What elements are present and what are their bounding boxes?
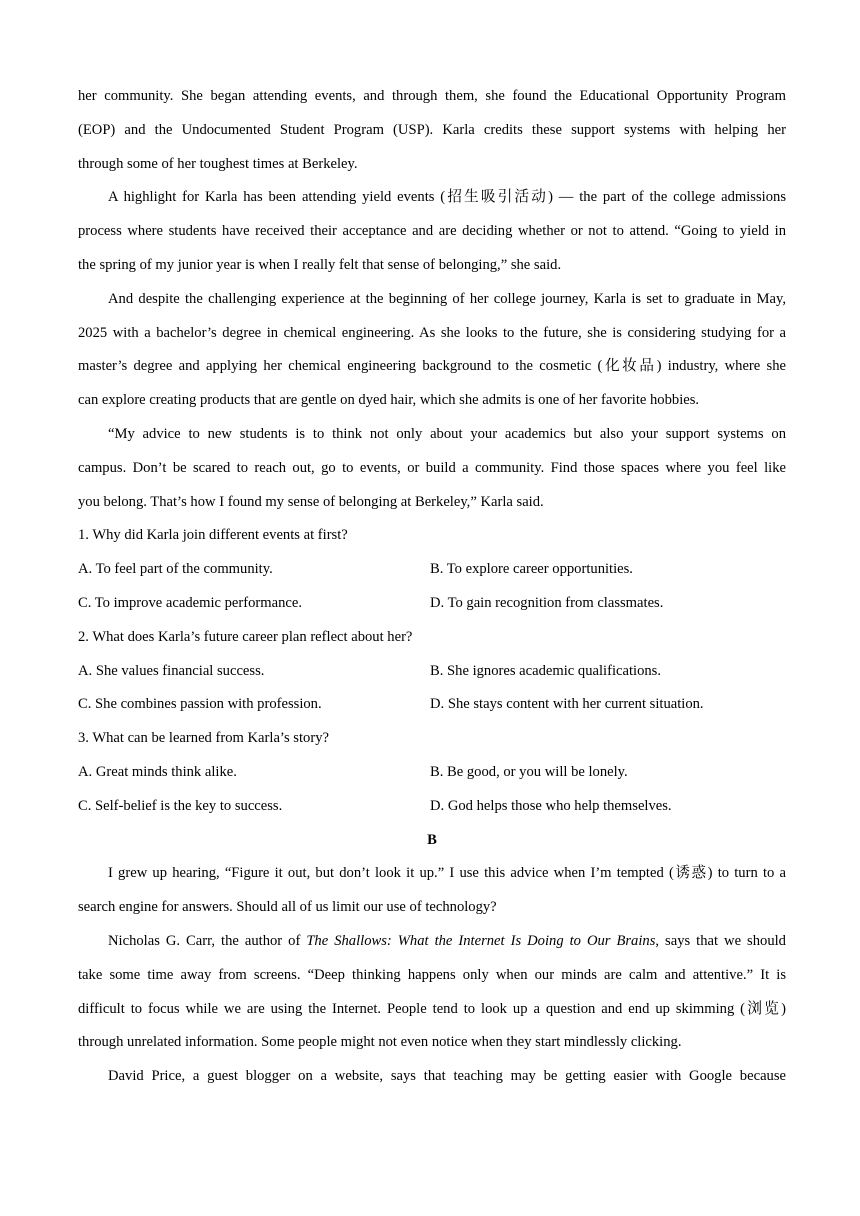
- passage-a-line: “My advice to new students is to think not only about your academics but also your support systems on: [108, 425, 786, 442]
- passage-b-line: through unrelated information. Some people might not even notice when they start mindlessly clicking.: [78, 1034, 682, 1051]
- option-c: C. Self-belief is the key to success.: [78, 797, 283, 814]
- passage-b-text: Nicholas G. Carr, the author of: [108, 932, 307, 949]
- passage-a-line: the spring of my junior year is when I really felt that sense of belonging,” she said.: [78, 256, 562, 273]
- passage-a-line: through some of her toughest times at Berkeley.: [78, 155, 358, 172]
- passage-a-line: campus. Don’t be scared to reach out, go to events, or build a community. Find those spaces where you feel like: [78, 459, 786, 476]
- option-row: [78, 553, 786, 587]
- option-row: [78, 688, 786, 722]
- passage-a-line: can explore creating products that are gentle on dyed hair, which she admits is one of her favorite hobbies.: [78, 392, 700, 409]
- passage-a-line: her community. She began attending events, and through them, she found the Educational Opportunity Program: [78, 88, 786, 104]
- option-c: C. To improve academic performance.: [78, 594, 303, 611]
- option-row: [78, 756, 786, 790]
- passage-b-line: search engine for answers. Should all of us limit our use of technology?: [78, 899, 497, 916]
- passage-a-line: you belong. That’s how I found my sense of belonging at Berkeley,” Karla said.: [78, 493, 544, 510]
- question-stem: 3. What can be learned from Karla’s story?: [78, 730, 329, 747]
- option-row: [78, 655, 786, 689]
- option-row: [78, 587, 786, 621]
- passage-a-line: master’s degree and applying her chemical engineering background to the cosmetic (化妆品) industry, where she: [78, 358, 786, 375]
- section-heading: B: [427, 831, 437, 848]
- passage-a-line: (EOP) and the Undocumented Student Program (USP). Karla credits these support systems with helping her: [78, 121, 786, 138]
- option-a: A. She values financial success.: [78, 662, 265, 679]
- document-page: [78, 80, 786, 1094]
- question-stem: 1. Why did Karla join different events at first?: [78, 527, 348, 544]
- passage-b-line: David Price, a guest blogger on a website, says that teaching may be getting easier with Google because: [108, 1068, 786, 1085]
- option-c: C. She combines passion with profession.: [78, 696, 322, 713]
- option-d: D. She stays content with her current situation.: [430, 696, 704, 713]
- passage-b-line: take some time away from screens. “Deep thinking happens only when our minds are calm and attentive.” It is: [78, 966, 786, 983]
- option-a: A. Great minds think alike.: [78, 763, 237, 780]
- book-title: The Shallows: What the Internet Is Doing to Our Brains: [306, 932, 656, 949]
- option-b: B. To explore career opportunities.: [430, 561, 633, 578]
- passage-b-line: I grew up hearing, “Figure it out, but don’t look it up.” I use this advice when I’m tempted (诱惑) to turn to a: [108, 865, 786, 882]
- passage-b-line: difficult to focus while we are using the Internet. People tend to look up a question and end up skimming (浏览): [78, 1000, 786, 1017]
- option-a: A. To feel part of the community.: [78, 561, 273, 578]
- option-b: B. She ignores academic qualifications.: [430, 662, 661, 679]
- passage-b-line: [78, 925, 786, 959]
- passage-a-line: And despite the challenging experience at the beginning of her college journey, Karla is set to graduate in May,: [108, 290, 786, 307]
- option-d: D. To gain recognition from classmates.: [430, 594, 664, 611]
- passage-a-line: 2025 with a bachelor’s degree in chemical engineering. As she looks to the future, she is considering studying for a: [78, 324, 786, 341]
- passage-b-text: , says that we should: [655, 932, 786, 949]
- passage-a-line: process where students have received their acceptance and are deciding whether or not to attend. “Going to yield in: [78, 223, 786, 240]
- option-b: B. Be good, or you will be lonely.: [430, 763, 628, 780]
- option-row: [78, 790, 786, 824]
- option-d: D. God helps those who help themselves.: [430, 797, 672, 814]
- passage-a-line: A highlight for Karla has been attending yield events (招生吸引活动) — the part of the college admissions: [108, 189, 786, 206]
- question-stem: 2. What does Karla’s future career plan reflect about her?: [78, 628, 413, 645]
